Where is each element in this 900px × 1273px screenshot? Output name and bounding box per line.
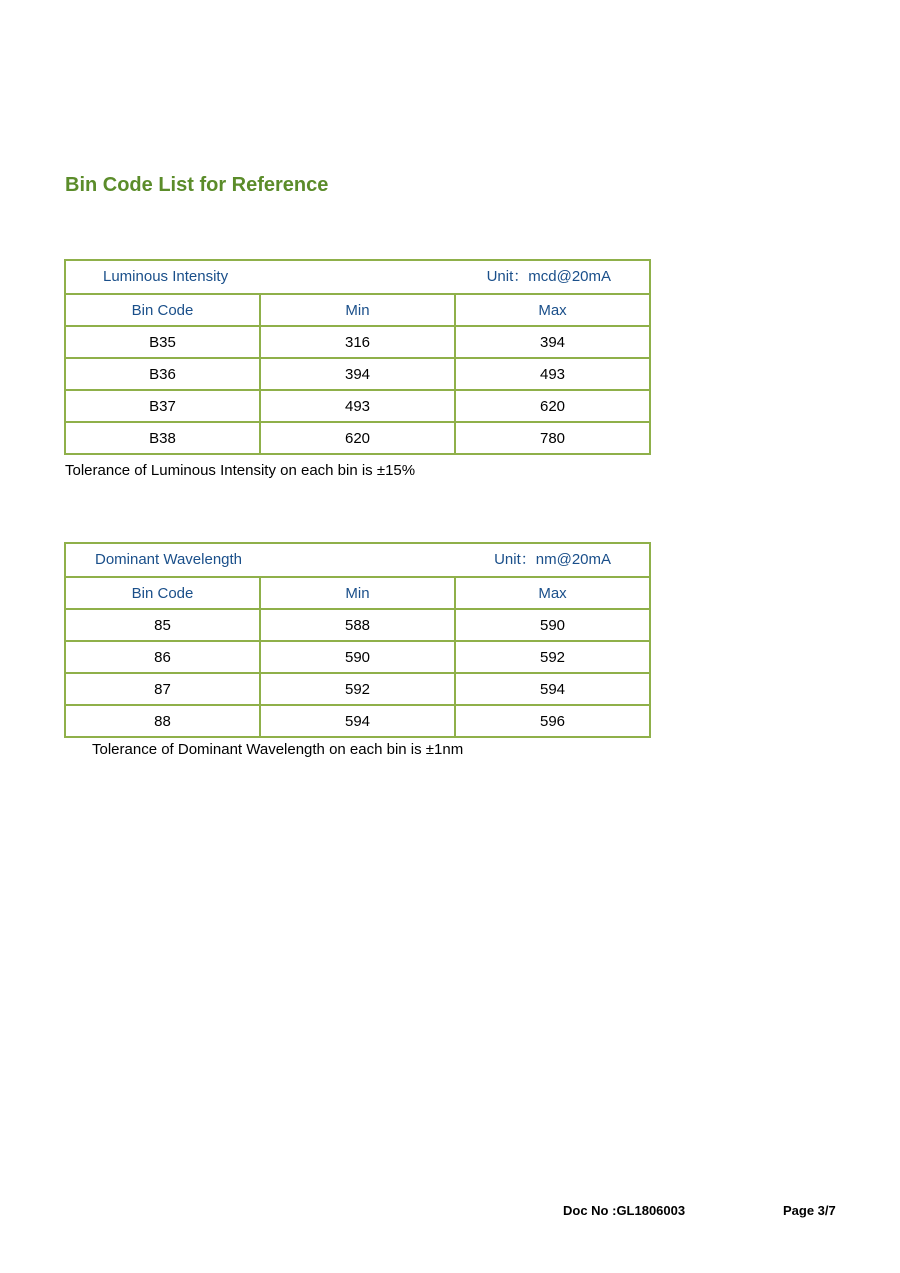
column-header-max: Max xyxy=(455,294,650,326)
bin-code-cell: B38 xyxy=(65,422,260,454)
table-row xyxy=(65,390,650,422)
table-header-row xyxy=(65,294,650,326)
table-title-row xyxy=(65,260,650,294)
bin-code-cell: B35 xyxy=(65,326,260,358)
min-cell: 594 xyxy=(260,705,455,737)
table-title-cell xyxy=(65,543,650,577)
column-header-bin-code: Bin Code xyxy=(65,577,260,609)
max-cell: 493 xyxy=(455,358,650,390)
page-number: Page 3/7 xyxy=(783,1203,836,1218)
max-cell: 780 xyxy=(455,422,650,454)
max-cell: 394 xyxy=(455,326,650,358)
max-cell: 590 xyxy=(455,609,650,641)
table-title: Luminous Intensity xyxy=(103,268,229,285)
table-row xyxy=(65,705,650,737)
bin-code-cell: 85 xyxy=(65,609,260,641)
min-cell: 394 xyxy=(260,358,455,390)
max-cell: 596 xyxy=(455,705,650,737)
bin-code-cell: 88 xyxy=(65,705,260,737)
table-unit: Unit：nm@20mA xyxy=(494,551,612,568)
page-title: Bin Code List for Reference xyxy=(65,174,329,196)
min-cell: 588 xyxy=(260,609,455,641)
min-cell: 592 xyxy=(260,673,455,705)
doc-number: Doc No :GL1806003 xyxy=(563,1203,686,1218)
table-row xyxy=(65,641,650,673)
bin-code-cell: B36 xyxy=(65,358,260,390)
luminous-intensity-table xyxy=(64,259,651,455)
bin-code-cell: B37 xyxy=(65,390,260,422)
column-header-min: Min xyxy=(260,294,455,326)
column-header-max: Max xyxy=(455,577,650,609)
bin-code-cell: 86 xyxy=(65,641,260,673)
bin-code-cell: 87 xyxy=(65,673,260,705)
column-header-bin-code: Bin Code xyxy=(65,294,260,326)
wavelength-tolerance-note: Tolerance of Dominant Wavelength on each bin is ±1nm xyxy=(92,741,464,758)
table-title-cell xyxy=(65,260,650,294)
table-row xyxy=(65,358,650,390)
min-cell: 620 xyxy=(260,422,455,454)
table-row xyxy=(65,609,650,641)
table-row xyxy=(65,422,650,454)
dominant-wavelength-table xyxy=(64,542,651,738)
table-title: Dominant Wavelength xyxy=(95,551,243,568)
max-cell: 592 xyxy=(455,641,650,673)
max-cell: 594 xyxy=(455,673,650,705)
min-cell: 590 xyxy=(260,641,455,673)
column-header-min: Min xyxy=(260,577,455,609)
max-cell: 620 xyxy=(455,390,650,422)
table-header-row xyxy=(65,577,650,609)
min-cell: 316 xyxy=(260,326,455,358)
table-unit: Unit：mcd@20mA xyxy=(486,268,612,285)
min-cell: 493 xyxy=(260,390,455,422)
table-row xyxy=(65,326,650,358)
table-row xyxy=(65,673,650,705)
table-title-row xyxy=(65,543,650,577)
luminous-tolerance-note: Tolerance of Luminous Intensity on each bin is ±15% xyxy=(65,462,416,479)
